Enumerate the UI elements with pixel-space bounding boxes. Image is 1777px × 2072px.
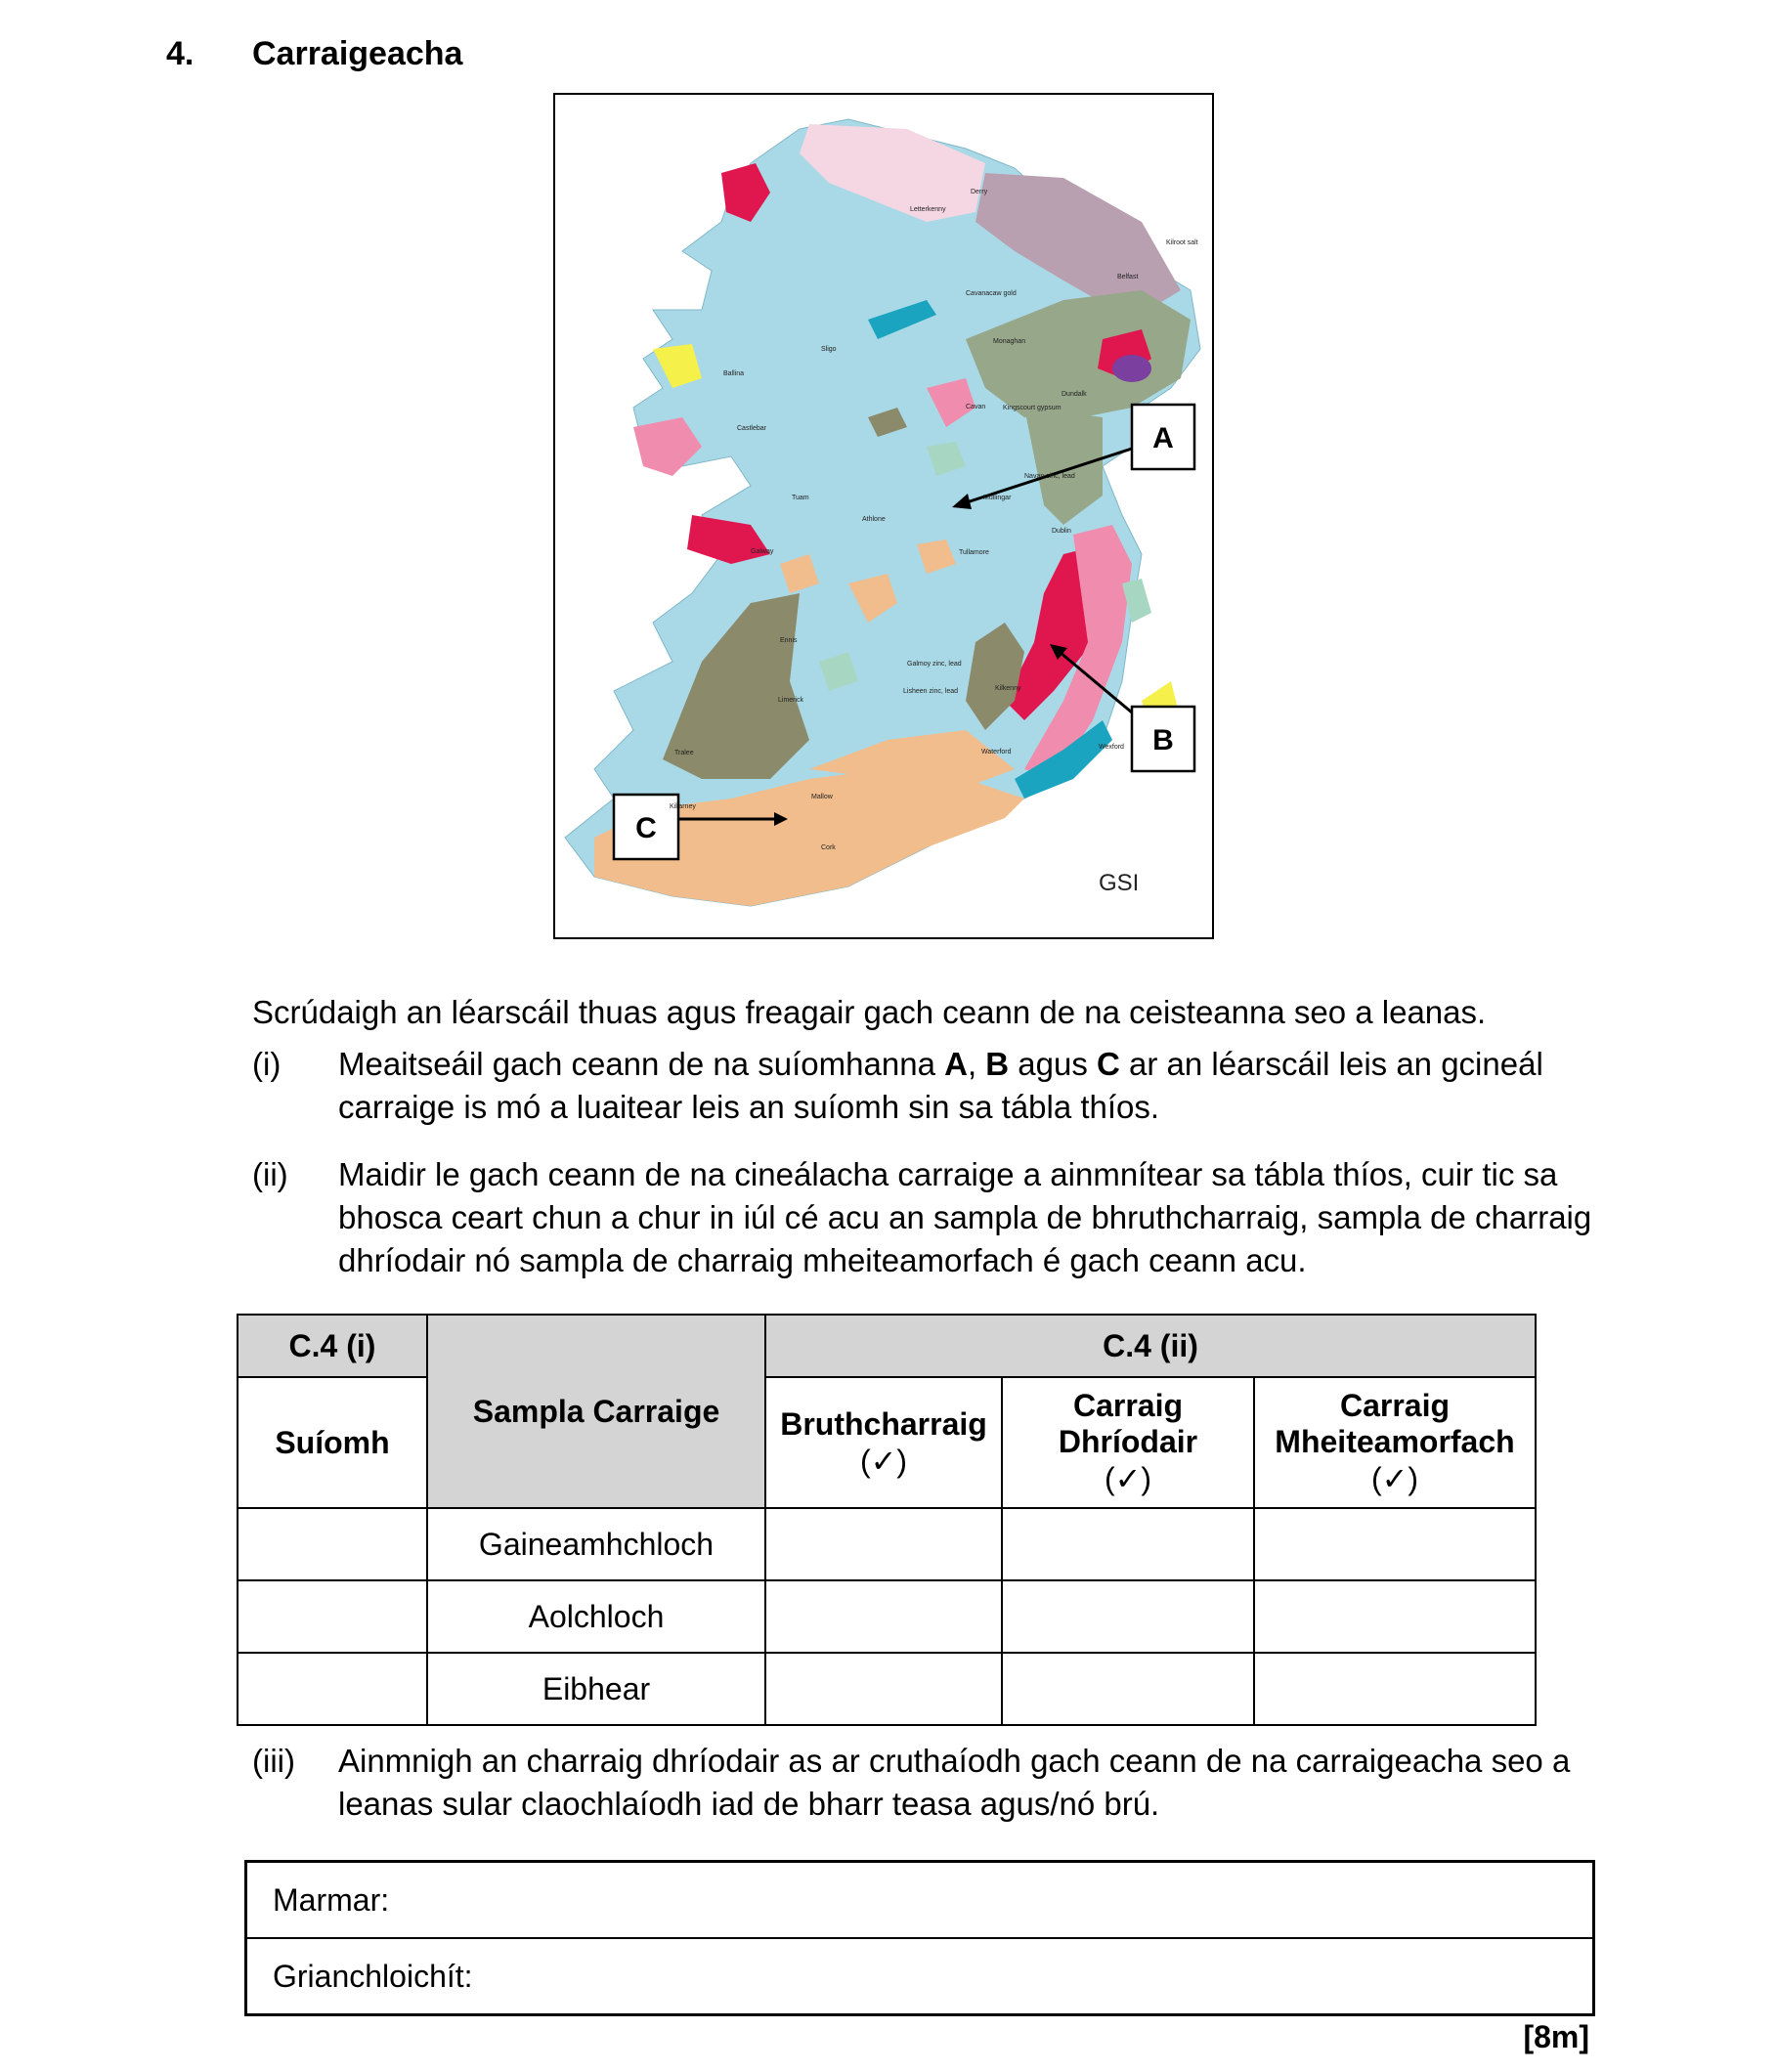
svg-text:B: B [1152,724,1174,756]
answer-box [244,1860,1595,2016]
town-label: Killarney [670,803,696,810]
town-label: Castlebar [737,425,766,432]
header-sampla: Sampla Carraige [427,1315,765,1508]
marks-total: [8m] [1523,2019,1589,2054]
town-label: Cavanacaw gold [966,290,1017,297]
intro-text: Scrúdaigh an léarscáil thuas agus freagair gach ceann de na ceisteanna seo a leanas. [252,994,1487,1030]
town-label: Kilkenny [995,685,1021,692]
tick-cell-dhriodair[interactable] [1002,1580,1254,1653]
town-label: Cavan [966,404,986,410]
part-i-number: (i) [252,1046,282,1082]
tick-symbol: (✓) [1370,1461,1419,1496]
table-row [238,1508,1536,1580]
rock-name: Eibhear [427,1653,765,1725]
town-label: Navan zinc, lead [1024,473,1075,480]
header-suiomh: Suíomh [238,1377,427,1508]
table-row [238,1653,1536,1725]
town-label: Sligo [821,346,837,353]
rock-name: Aolchloch [427,1580,765,1653]
town-label: Mallow [811,794,833,800]
tick-cell-dhriodair[interactable] [1002,1653,1254,1725]
tick-symbol: (✓) [1104,1461,1152,1496]
tick-cell-mheit[interactable] [1254,1580,1536,1653]
suiomh-cell[interactable] [238,1580,427,1653]
town-label: Ballina [723,370,745,377]
suiomh-cell[interactable] [238,1653,427,1725]
part-ii-number: (ii) [252,1156,288,1192]
geology-map [553,93,1214,939]
tick-cell-bruth[interactable] [765,1653,1002,1725]
part-iii-number: (iii) [252,1743,295,1779]
tick-cell-bruth[interactable] [765,1580,1002,1653]
rock-name: Gaineamhchloch [427,1508,765,1580]
town-label: Lisheen zinc, lead [903,688,959,695]
town-label: Kilroot salt [1166,239,1198,246]
part-i-text: Meaitseáil gach ceann de na suíomhanna A, B agus C ar an léarscáil leis an gcineál carraige is mó a luaitear leis an suíomh sin sa tábla thíos. [338,1046,1543,1125]
town-label: Mullingar [983,495,1012,501]
header-bruthcharraig: Bruthcharraig (✓) [765,1377,1002,1508]
town-label: Waterford [981,749,1012,755]
tick-cell-mheit[interactable] [1254,1508,1536,1580]
tick-cell-bruth[interactable] [765,1508,1002,1580]
map-credit: GSI [1099,870,1140,896]
town-label: Letterkenny [910,206,946,213]
answer-table [237,1314,1537,1726]
question-title: Carraigeacha [252,35,463,72]
header-c4i: C.4 (i) [238,1315,427,1377]
town-label: Galway [751,548,774,555]
tick-cell-dhriodair[interactable] [1002,1508,1254,1580]
town-label: Tuam [792,495,809,501]
town-label: Limerick [778,697,804,704]
town-label: Belfast [1117,274,1139,281]
answer-grianchloichit[interactable]: Grianchloichít: [247,1937,1592,2013]
town-label: Dundalk [1062,391,1087,398]
town-label: Dublin [1052,528,1071,535]
town-label: Galmoy zinc, lead [907,661,962,668]
town-label: Derry [971,189,988,195]
svg-text:A: A [1152,422,1174,454]
town-label: Athlone [862,516,886,523]
town-label: Kingscourt gypsum [1003,405,1062,411]
map-purple-patch [1112,355,1151,382]
town-label: Ennis [780,637,798,644]
tick-cell-mheit[interactable] [1254,1653,1536,1725]
suiomh-cell[interactable] [238,1508,427,1580]
town-label: Tullamore [959,549,989,556]
svg-text:C: C [635,812,657,844]
part-ii-text: Maidir le gach ceann de na cineálacha carraige a ainmnítear sa tábla thíos, cuir tic sa bhosca ceart chun a chur in iúl cé acu an sampla de bhruthcharraig, sampla de charraig dhríodair nó sampla de charraig mheiteamorfach é gach ceann acu. [338,1156,1592,1278]
town-label: Cork [821,844,836,851]
table-row [238,1580,1536,1653]
part-iii-text: Ainmnigh an charraig dhríodair as ar cruthaíodh gach ceann de na carraigeacha seo a leanas sular claochlaíodh iad de bharr teasa agus/nó brú. [338,1743,1571,1822]
town-label: Wexford [1099,744,1124,751]
header-carraig-dhriodair: Carraig Dhríodair (✓) [1002,1377,1254,1508]
answer-marmar[interactable]: Marmar: [273,1882,390,1918]
header-c4ii: C.4 (ii) [765,1315,1536,1377]
town-label: Monaghan [993,338,1026,345]
tick-symbol: (✓) [859,1443,908,1479]
ireland-geology-map [555,95,1214,939]
town-label: Tralee [674,750,694,756]
header-carraig-mheiteamorfach: Carraig Mheiteamorfach (✓) [1254,1377,1536,1508]
question-number: 4. [166,35,195,72]
